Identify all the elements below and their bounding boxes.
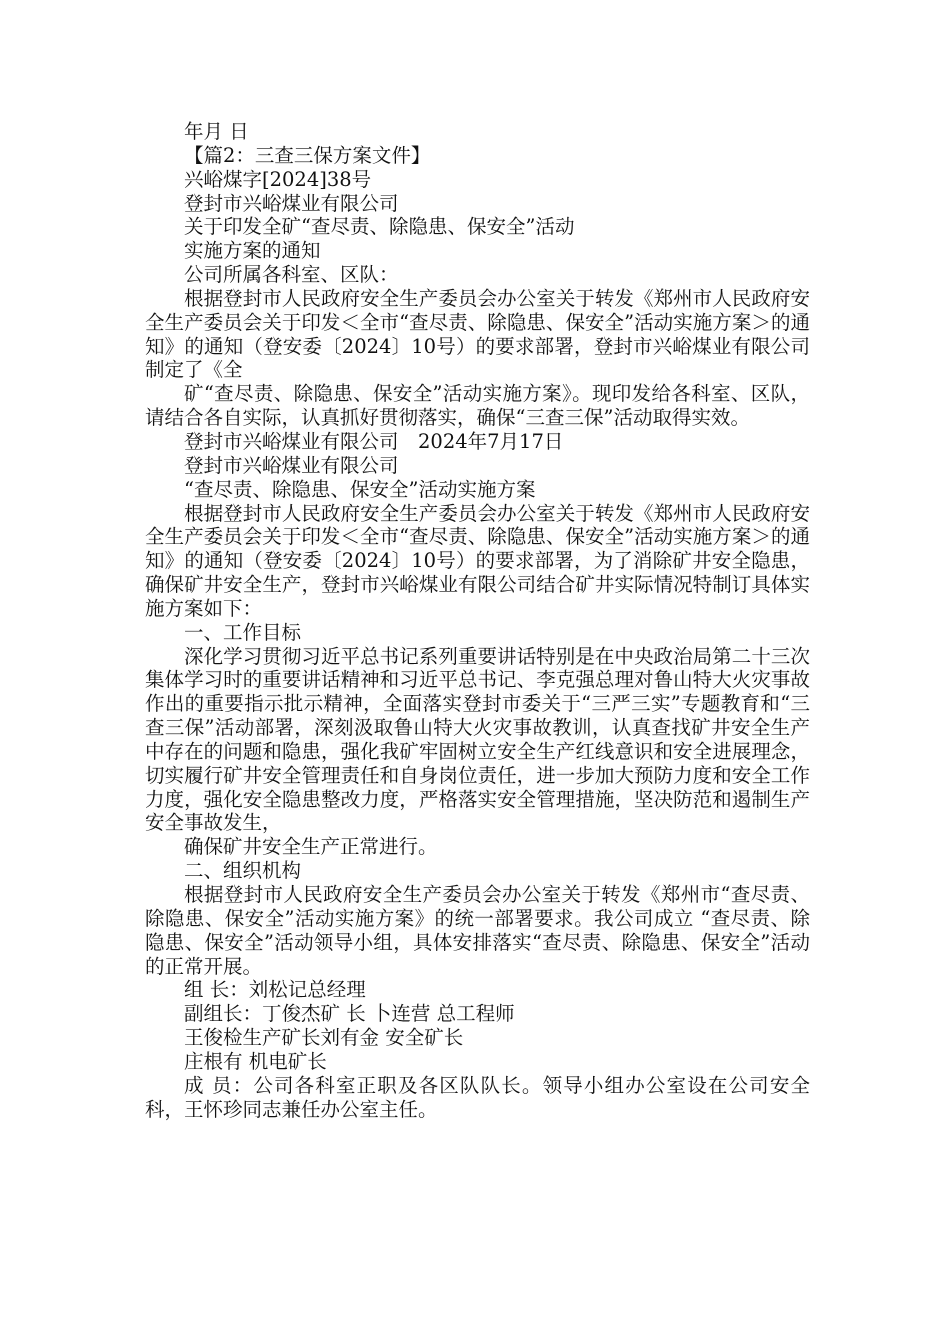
issuer-name: 登封市兴峪煤业有限公司 xyxy=(184,191,399,215)
deputy-leader-line: 副组长：丁俊杰矿 长 卜连营 总工程师 xyxy=(184,1002,515,1026)
notice-title-line-1: 关于印发全矿“查尽责、除隐患、保安全”活动 xyxy=(184,215,575,239)
plan-title: “查尽责、除隐患、保安全”活动实施方案 xyxy=(184,477,536,501)
deputy-leader-line: 庄根有 机电矿长 xyxy=(184,1049,327,1073)
signature-date-line: 登封市兴峪煤业有限公司 2024年7月17日 xyxy=(184,429,564,453)
notice-title-line-2: 实施方案的通知 xyxy=(184,239,321,263)
addressee-line: 公司所属各科室、区队： xyxy=(184,263,399,287)
section-heading: 【篇2：三查三保方案文件】 xyxy=(184,143,431,167)
body-paragraph: 根据登封市人民政府安全生产委员会办公室关于转发《郑州市人民政府安全生产委员会关于印发＜全市“查尽责、除隐患、保安全”活动实施方案＞的通知》的通知（登安委〔2024〕10号）的要求部署，登封市兴峪煤业有限公司制定了《全 xyxy=(145,286,810,382)
body-paragraph: 确保矿井安全生产正常进行。 xyxy=(184,835,438,859)
date-placeholder-line: 年月 日 xyxy=(184,120,249,143)
body-paragraph: 深化学习贯彻习近平总书记系列重要讲话特别是在中央政治局第二十三次集体学习时的重要讲话精神和习近平总书记、李克强总理对鲁山特大火灾事故作出的重要指示批示精神，全面落实登封市委关于“三严三实”专题教育和“三查三保”活动部署，深刻汲取鲁山特大火灾事故教训，认真查找矿井安全生产中存在的问题和隐患，强化我矿牢固树立安全生产红线意识和安全进展理念，切实履行矿井安全管理责任和自身岗位责任，进一步加大预防力度和安全工作力度，强化安全隐患整改力度，严格落实安全管理措施，坚决防范和遏制生产安全事故发生， xyxy=(145,644,810,835)
body-paragraph: 根据登封市人民政府安全生产委员会办公室关于转发《郑州市人民政府安全生产委员会关于印发＜全市“查尽责、除隐患、保安全”活动实施方案＞的通知》的通知（登安委〔2024〕10号）的要求部署，为了消除矿井安全隐患，确保矿井安全生产，登封市兴峪煤业有限公司结合矿井实际情况特制订具体实施方案如下： xyxy=(145,501,810,620)
document-number: 兴峪煤字[2024]38号 xyxy=(184,167,372,191)
section-heading-organization: 二、组织机构 xyxy=(184,859,302,883)
body-paragraph: 矿“查尽责、除隐患、保安全”活动实施方案》。现印发给各科室、区队，请结合各自实际，认真抓好贯彻落实，确保“三查三保”活动取得实效。 xyxy=(145,382,810,430)
members-line: 成 员：公司各科室正职及各区队队长。领导小组办公室设在公司安全科，王怀珍同志兼任办公室主任。 xyxy=(145,1073,810,1121)
body-paragraph: 根据登封市人民政府安全生产委员会办公室关于转发《郑州市“查尽责、除隐患、保安全”活动实施方案》的统一部署要求。我公司成立 “查尽责、除隐患、保安全”活动领导小组，具体安排落实“查尽责、除隐患、保安全”活动的正常开展。 xyxy=(145,883,810,978)
section-heading-goals: 一、工作目标 xyxy=(184,620,302,644)
document-body xyxy=(145,120,810,1121)
team-leader-line: 组 长：刘松记总经理 xyxy=(184,978,366,1002)
deputy-leader-line: 王俊检生产矿长刘有金 安全矿长 xyxy=(184,1026,464,1050)
company-name: 登封市兴峪煤业有限公司 xyxy=(184,453,399,477)
